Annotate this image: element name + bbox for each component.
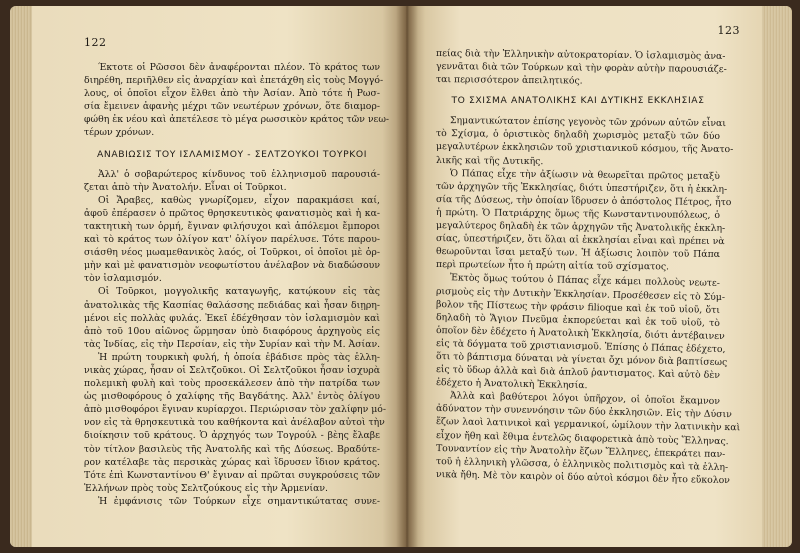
text-line: τῶν ἀρχηγῶν τῆς Ἐκκλησίας, διότι ὑπεστήριζεν, ὅτι ἡ ἐκκλη- bbox=[435, 180, 728, 195]
text-line: βολον τῆς Πίστεως τὴν φράσιν filioque καὶ ἐκ τοῦ υἱοῦ, ὅτι bbox=[435, 298, 721, 316]
text-line: Ἡ ἐμφάνισις τῶν Τούρκων εἶχε σημαντικώτατας συνε- bbox=[98, 495, 380, 507]
text-line: Σημαντικώτατον ἐπίσης γεγονὸς τῶν χρόνων αὐτῶν εἶναι bbox=[449, 115, 727, 130]
text-line: ἔζων λαοὶ λατινικοὶ καὶ γερμανικοί, ὡμίλουν τὴν λατινικὴν καὶ bbox=[435, 416, 741, 434]
text-line: λικῆς καὶ τῆς Δυτικῆς. bbox=[435, 154, 544, 167]
text-line: νον εἰς τὰ θρησκευτικὰ του καθήκοντα καὶ ἀνέλαβον αὐτοὶ τὴν bbox=[84, 417, 385, 429]
text-line: περὶ πρωτείων ἦτο ἡ πρώτη αἰτία τοῦ σχίσματος. bbox=[435, 259, 670, 273]
text-line: Τουναντίον εἰς τὴν Ἀνατολὴν ἔζων Ἕλληνες, ἐπεκράτει παν- bbox=[435, 442, 726, 460]
text-line: ἀφοῦ ἐπέρασεν ὁ πρῶτος θρησκευτικὸς φανατισμὸς καὶ ἡ κα- bbox=[84, 207, 380, 219]
text-line: μεγαλύτερος δηλαδὴ ἐκ τῶν ἀρχηγῶν τῆς Ἀνατολικῆς ἐκκλη- bbox=[435, 220, 726, 235]
text-line: τὸν ἰσλαμισμόν. bbox=[84, 273, 162, 285]
text-line: Ὁ Πάπας εἶχε τὴν ἀξίωσιν νὰ θεωρεῖται πρῶτος μεταξὺ bbox=[449, 167, 721, 182]
text-line: εἰς τὰ δόγματα τοῦ χριστιανισμοῦ. Ἐπίσης ὁ Πάπας ἐδέχετο, bbox=[435, 337, 726, 355]
text-line: δηλαδὴ τὸ Ἅγιον Πνεῦμα ἐκπορεύεται καὶ ἐκ τοῦ υἱοῦ, τὸ bbox=[435, 311, 721, 329]
text-line: σίας, ὑπεστήριζεν, ὅτι ὅλαι αἱ ἐκκλησίαι εἶναι καὶ πρέπει νὰ bbox=[435, 233, 725, 248]
text-line: ρον κατέλαβε τὰς περσικὰς χώρας καὶ ἵδρυσεν ἴδιον κράτος. bbox=[84, 456, 380, 468]
text-line: ἀνατολικὰς τῆς Κασπίας θαλάσσης πεδιάδας καὶ ἦσαν διῃρη- bbox=[84, 299, 380, 311]
text-line: γεννᾶται διὰ τῶν Τούρκων καὶ τὴν φορὰν αὐτὴν παρουσιάζε- bbox=[435, 61, 727, 76]
text-line: ἡ πρώτη. Ὁ Πατριάρχης ὅμως τῆς Κωνσταντινουπόλεως, ὁ bbox=[435, 206, 721, 221]
section-heading-right: ΤΟ ΣΧΙΣΜΑ ΑΝΑΤΟΛΙΚΗΣ ΚΑΙ ΔΥΤΙΚΗΣ ΕΚΚΛΗΣΙΑΣ bbox=[451, 95, 705, 107]
section-heading-left: ΑΝΑΒΙΩΣΙΣ ΤΟΥ ΙΣΛΑΜΙΣΜΟΥ - ΣΕΛΤΖΟΥΚΟΙ ΤΟΥΡΚΟΙ bbox=[96, 148, 368, 160]
text-line: μὴν καὶ μὲ φανατισμὸν νεοφωτίστου ἀνέλαβον νὰ διαδώσουν bbox=[84, 260, 380, 272]
left-page-text bbox=[84, 61, 390, 508]
text-line: φώθη ἐκ νέου καὶ ἀπετέλεσε τὸ μέγα ρωσσικὸν κράτος τῶν νεω- bbox=[84, 114, 390, 126]
text-line: ρισμοὺς εἰς τὴν Δυτικὴν Ἐκκλησίαν. Προσέθεσεν εἰς τὸ Σύμ- bbox=[435, 285, 726, 303]
text-line: σία τῆς Δύσεως, τὴν ὁποίαν ἵδρυσεν ὁ ἀπόστολος Πέτρος, ἦτο bbox=[435, 193, 732, 208]
right-paragraph-1 bbox=[435, 47, 727, 87]
text-line: Ἡ πρώτη τουρκικὴ φυλή, ἡ ὁποία ἐβάδισε πρὸς τὰς ἑλλη- bbox=[98, 351, 380, 363]
text-line: σιάσθη νέος μωαμεθανικὸς λαός, οἱ Τοῦρκοι, οἱ ὁποῖοι μὲ ὁρ- bbox=[84, 247, 380, 259]
text-line: λους, οἱ ὁποῖοι εἶχον ἔλθει ἀπὸ τὴν Ἀσίαν. Ἀπὸ τότε ἡ Ρωσ- bbox=[84, 88, 380, 100]
right-page-edge bbox=[762, 6, 792, 547]
text-line: διηρέθη, περιῆλθεν εἰς ἀναρχίαν καὶ ἐπετάχθη εἰς τοὺς Μογγό- bbox=[84, 75, 384, 87]
text-line: ζεται ἀπὸ τὴν Ἀνατολήν. Εἶναι οἱ Τοῦρκοι. bbox=[84, 181, 287, 193]
text-line: ὁποῖον δὲν ἐδέχετο ἡ Ἀνατολικὴ Ἐκκλησία, διότι ἀντέβαινεν bbox=[435, 324, 725, 342]
text-line: μένοι εἰς πολλὰς φυλάς. Ἐκεῖ ἐδέχθησαν τὸν ἰσλαμισμὸν καὶ bbox=[84, 312, 380, 324]
text-line: ὅτι τὸ βάπτισμα δύναται νὰ γίνεται ὄχι μόνον διὰ βαπτίσεως bbox=[435, 350, 728, 369]
text-line: Έκτοτε οἱ Ρῶσσοι δὲν ἀναφέρονται πλέον. Τὸ κράτος των bbox=[98, 62, 380, 73]
text-line: τακτητικὴ των ὁρμή, ἔγιναν φιλήσυχοι καὶ ἀπόλεμοι ἔμποροι bbox=[84, 220, 380, 232]
left-paragraph-2 bbox=[84, 168, 386, 508]
text-line: πολεμικὴ φυλὴ καὶ τοὺς προσεκάλεσεν ἀπὸ τὴν πατρίδα των bbox=[84, 378, 380, 390]
text-line: τὸν τίτλον βασιλεὺς τῆς Ἀνατολῆς καὶ τῆς Δύσεως. Βραδύτε- bbox=[84, 443, 380, 455]
text-line: νικὰς χώρας, ἦσαν οἱ Σελτζοῦκοι. Οἱ Σελτζοῦκοι ἦσαν ἰσχυρὰ bbox=[84, 364, 380, 376]
right-paragraph-2 bbox=[435, 114, 734, 273]
left-page-edge bbox=[10, 6, 32, 547]
open-book bbox=[10, 6, 792, 547]
left-page bbox=[10, 6, 406, 547]
page-number-right: 123 bbox=[717, 24, 740, 37]
right-paragraph-3 bbox=[435, 271, 741, 486]
text-line: ἀπὸ μισθοφόροι ἔγιναν κυρίαρχοι. Περιώρισαν τὸν χαλίφην μό- bbox=[84, 404, 386, 416]
text-line: πείας διὰ τὴν Ἑλληνικὴν αὐτοκρατορίαν. Ὁ ἰσλαμισμὸς ἀνα- bbox=[435, 48, 726, 63]
right-page-text bbox=[435, 47, 741, 486]
text-line: τοῦ ἡ ἑλληνικὴ γλῶσσα, ὁ ἑλληνικὸς πολιτισμὸς καὶ τὰ ἑλλη- bbox=[435, 455, 729, 473]
text-line: Ἑλλήνων πρὸς τοὺς Σελτζούκους εἰς τὴν Ἀρμενίαν. bbox=[84, 482, 329, 494]
text-line: ὡς μισθοφόρους ὁ χαλίφης τῆς Βαγδάτης. Ἀλλ' ἐντὸς ὀλίγου bbox=[84, 391, 380, 403]
text-line: νικὰ ἤθη. Μὲ τὸν καιρὸν οἱ δύο αὐτοὶ κόσμοι δὲν ἦτο εὔκολον bbox=[435, 468, 731, 486]
text-line: καὶ τὸ κράτος των ὀλίγον κατ' ὀλίγον παρέλυσε. Τότε παρου- bbox=[84, 234, 380, 246]
text-line: θεωροῦνται ἴσαι μεταξύ των. Ἡ ἀξίωσις λοιπὸν τοῦ Πάπα bbox=[435, 246, 721, 261]
text-line: ἐδέχετο ἡ Ἀνατολικὴ Ἐκκλησία. bbox=[435, 377, 588, 392]
text-line: τὸ Σχίσμα, ὁ ὁριστικὸς δηλαδὴ χωρισμὸς μεταξὺ τῶν δύο bbox=[435, 128, 721, 143]
text-line: Ἀλλὰ καὶ βαθύτεροι λόγοι ὑπῆρχον, οἱ ὁποῖοι ἔκαμνον bbox=[449, 390, 721, 408]
text-line: Οἱ Τοῦρκοι, μογγολικῆς καταγωγῆς, κατῴκουν εἰς τὰς bbox=[98, 286, 380, 298]
text-line: Οἱ Ἄραβες, καθὼς γνωρίζομεν, εἶχον παρακμάσει καί, bbox=[98, 194, 380, 206]
text-line: Τότε ἐπὶ Κωνσταντίνου Θ' ἔγιναν αἱ πρῶται συγκρούσεις τῶν bbox=[84, 469, 380, 481]
text-line: ται περισσότερον ἀπειλητικός. bbox=[435, 74, 583, 87]
text-line: εἶχον ἤθη καὶ ἔθιμα ἐντελῶς διαφορετικὰ ἀπὸ τοὺς Ἕλληνας. bbox=[435, 429, 729, 447]
text-line: διοίκησιν τοῦ κράτους. Ὁ ἀρχηγός των Τογρούλ - βὲης ἔλαβε bbox=[84, 430, 380, 442]
text-line: σία ἔμεινεν ἀφανὴς μέχρι τῶν νεωτέρων χρόνων, ὅτε διαμορ- bbox=[84, 101, 380, 113]
text-line: ἀπὸ τοῦ 10ου αἰῶνος ὥρμησαν ὑπὸ διαφόρους ἀρχηγοὺς εἰς bbox=[84, 325, 380, 337]
text-line: ἀδύνατον τὴν συνεννόησιν τῶν δύο ἐκκλησιῶν. Εἰς τὴν Δύσιν bbox=[435, 403, 732, 421]
right-page bbox=[406, 6, 792, 547]
text-line: τέρων χρόνων. bbox=[84, 127, 155, 139]
text-line: εἰς τὸ ὕδωρ ἀλλὰ καὶ διὰ ἁπλοῦ ῥαντισματος. Καὶ αὐτὸ δὲν bbox=[435, 364, 721, 382]
text-line: τὰς Ἰνδίας, εἰς τὴν Περσίαν, εἰς τὴν Συρίαν καὶ τὴν Μ. Ἀσίαν. bbox=[84, 338, 381, 350]
text-line: Ἀλλ' ὁ σοβαρώτερος κίνδυνος τοῦ ἑλληνισμοῦ παρουσιά- bbox=[98, 168, 380, 180]
text-line: Ἐκτὸς ὅμως τούτου ὁ Πάπας εἶχε κάμει πολλοὺς νεωτε- bbox=[449, 272, 721, 290]
text-line: μεγαλυτέρων ἐκκλησιῶν τοῦ χριστιανικοῦ κόσμου, τῆς Ἀνατο- bbox=[435, 141, 734, 156]
page-number-left: 122 bbox=[84, 36, 107, 49]
left-paragraph-1 bbox=[84, 61, 390, 140]
